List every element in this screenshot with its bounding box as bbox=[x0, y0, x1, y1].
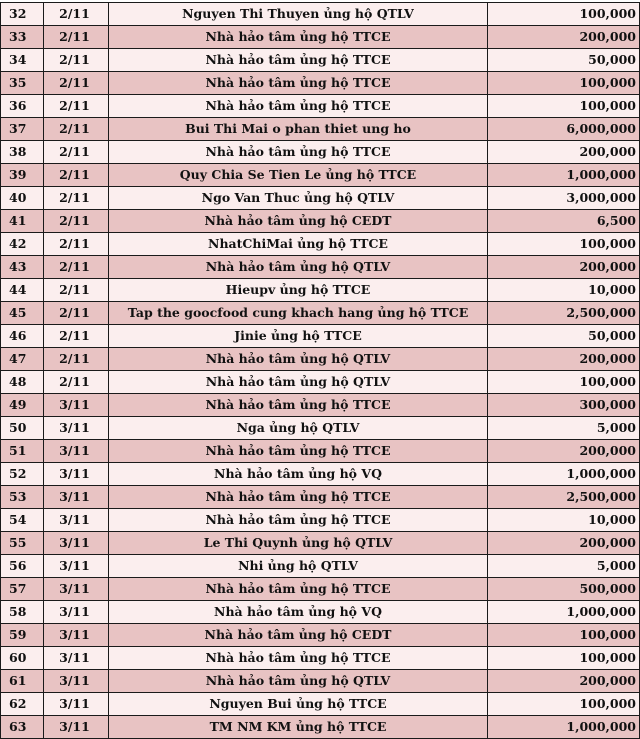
row-number-cell: 47 bbox=[1, 348, 44, 371]
row-number-cell: 59 bbox=[1, 624, 44, 647]
row-date-cell: 3/11 bbox=[44, 532, 109, 555]
row-number-cell: 55 bbox=[1, 532, 44, 555]
row-donor-cell: Quy Chia Se Tien Le ủng hộ TTCE bbox=[109, 164, 488, 187]
row-number-cell: 32 bbox=[1, 3, 44, 26]
row-number-cell: 41 bbox=[1, 210, 44, 233]
row-amount-cell: 100,000 bbox=[488, 3, 640, 26]
table-row bbox=[1, 26, 640, 49]
row-date-cell: 3/11 bbox=[44, 716, 109, 739]
row-donor-cell: Le Thi Quynh ủng hộ QTLV bbox=[109, 532, 488, 555]
row-donor-cell: Nga ủng hộ QTLV bbox=[109, 417, 488, 440]
row-amount-cell: 1,000,000 bbox=[488, 716, 640, 739]
row-date-cell: 2/11 bbox=[44, 348, 109, 371]
row-amount-cell: 6,000,000 bbox=[488, 118, 640, 141]
row-number-cell: 37 bbox=[1, 118, 44, 141]
table-row bbox=[1, 670, 640, 693]
table-row bbox=[1, 256, 640, 279]
row-donor-cell: Nhà hảo tâm ủng hộ QTLV bbox=[109, 348, 488, 371]
row-date-cell: 2/11 bbox=[44, 26, 109, 49]
row-date-cell: 2/11 bbox=[44, 210, 109, 233]
row-amount-cell: 1,000,000 bbox=[488, 463, 640, 486]
row-date-cell: 2/11 bbox=[44, 49, 109, 72]
table-row bbox=[1, 95, 640, 118]
table-row bbox=[1, 693, 640, 716]
row-amount-cell: 50,000 bbox=[488, 49, 640, 72]
row-donor-cell: Nhà hảo tâm ủng hộ TTCE bbox=[109, 141, 488, 164]
row-number-cell: 53 bbox=[1, 486, 44, 509]
row-date-cell: 2/11 bbox=[44, 72, 109, 95]
row-number-cell: 43 bbox=[1, 256, 44, 279]
row-amount-cell: 50,000 bbox=[488, 325, 640, 348]
table-row bbox=[1, 164, 640, 187]
row-amount-cell: 100,000 bbox=[488, 693, 640, 716]
donation-table bbox=[0, 2, 640, 739]
row-date-cell: 3/11 bbox=[44, 417, 109, 440]
row-number-cell: 56 bbox=[1, 555, 44, 578]
row-donor-cell: Nhà hảo tâm ủng hộ TTCE bbox=[109, 95, 488, 118]
row-donor-cell: Nhà hảo tâm ủng hộ TTCE bbox=[109, 394, 488, 417]
row-number-cell: 36 bbox=[1, 95, 44, 118]
row-date-cell: 2/11 bbox=[44, 118, 109, 141]
table-row bbox=[1, 440, 640, 463]
row-number-cell: 35 bbox=[1, 72, 44, 95]
row-amount-cell: 2,500,000 bbox=[488, 302, 640, 325]
row-number-cell: 60 bbox=[1, 647, 44, 670]
row-date-cell: 2/11 bbox=[44, 279, 109, 302]
row-donor-cell: Nguyen Thi Thuyen ủng hộ QTLV bbox=[109, 3, 488, 26]
row-date-cell: 2/11 bbox=[44, 187, 109, 210]
table-row bbox=[1, 187, 640, 210]
row-amount-cell: 100,000 bbox=[488, 371, 640, 394]
table-row bbox=[1, 348, 640, 371]
table-row bbox=[1, 532, 640, 555]
row-date-cell: 3/11 bbox=[44, 463, 109, 486]
row-number-cell: 51 bbox=[1, 440, 44, 463]
row-amount-cell: 200,000 bbox=[488, 670, 640, 693]
row-number-cell: 54 bbox=[1, 509, 44, 532]
row-amount-cell: 10,000 bbox=[488, 509, 640, 532]
table-row bbox=[1, 601, 640, 624]
table-row bbox=[1, 394, 640, 417]
row-donor-cell: Nhà hảo tâm ủng hộ CEDT bbox=[109, 210, 488, 233]
row-amount-cell: 300,000 bbox=[488, 394, 640, 417]
row-number-cell: 50 bbox=[1, 417, 44, 440]
row-amount-cell: 2,500,000 bbox=[488, 486, 640, 509]
row-date-cell: 2/11 bbox=[44, 3, 109, 26]
row-date-cell: 2/11 bbox=[44, 233, 109, 256]
row-number-cell: 38 bbox=[1, 141, 44, 164]
row-amount-cell: 3,000,000 bbox=[488, 187, 640, 210]
row-date-cell: 3/11 bbox=[44, 601, 109, 624]
row-donor-cell: Nhà hảo tâm ủng hộ QTLV bbox=[109, 256, 488, 279]
table-row bbox=[1, 210, 640, 233]
row-number-cell: 44 bbox=[1, 279, 44, 302]
row-date-cell: 2/11 bbox=[44, 302, 109, 325]
row-donor-cell: Nhà hảo tâm ủng hộ CEDT bbox=[109, 624, 488, 647]
row-amount-cell: 10,000 bbox=[488, 279, 640, 302]
row-donor-cell: TM NM KM ủng hộ TTCE bbox=[109, 716, 488, 739]
row-amount-cell: 200,000 bbox=[488, 256, 640, 279]
row-number-cell: 40 bbox=[1, 187, 44, 210]
row-amount-cell: 200,000 bbox=[488, 26, 640, 49]
row-amount-cell: 6,500 bbox=[488, 210, 640, 233]
row-donor-cell: Nhi ủng hộ QTLV bbox=[109, 555, 488, 578]
row-date-cell: 2/11 bbox=[44, 164, 109, 187]
row-number-cell: 52 bbox=[1, 463, 44, 486]
table-row bbox=[1, 555, 640, 578]
table-row bbox=[1, 233, 640, 256]
row-amount-cell: 1,000,000 bbox=[488, 601, 640, 624]
row-donor-cell: Nhà hảo tâm ủng hộ TTCE bbox=[109, 578, 488, 601]
row-date-cell: 3/11 bbox=[44, 670, 109, 693]
row-donor-cell: Nhà hảo tâm ủng hộ TTCE bbox=[109, 486, 488, 509]
row-date-cell: 3/11 bbox=[44, 624, 109, 647]
row-date-cell: 2/11 bbox=[44, 256, 109, 279]
table-row bbox=[1, 118, 640, 141]
table-row bbox=[1, 486, 640, 509]
row-date-cell: 3/11 bbox=[44, 394, 109, 417]
row-donor-cell: Jinie ủng hộ TTCE bbox=[109, 325, 488, 348]
row-number-cell: 58 bbox=[1, 601, 44, 624]
table-row bbox=[1, 325, 640, 348]
row-donor-cell: Nhà hảo tâm ủng hộ QTLV bbox=[109, 371, 488, 394]
row-donor-cell: Nhà hảo tâm ủng hộ TTCE bbox=[109, 26, 488, 49]
table-row bbox=[1, 3, 640, 26]
row-donor-cell: Nhà hảo tâm ủng hộ VQ bbox=[109, 601, 488, 624]
row-donor-cell: Hieupv ủng hộ TTCE bbox=[109, 279, 488, 302]
row-number-cell: 33 bbox=[1, 26, 44, 49]
row-date-cell: 2/11 bbox=[44, 325, 109, 348]
table-row bbox=[1, 647, 640, 670]
row-number-cell: 61 bbox=[1, 670, 44, 693]
row-donor-cell: Nhà hảo tâm ủng hộ TTCE bbox=[109, 647, 488, 670]
table-row bbox=[1, 417, 640, 440]
row-amount-cell: 100,000 bbox=[488, 624, 640, 647]
row-date-cell: 3/11 bbox=[44, 647, 109, 670]
table-row bbox=[1, 624, 640, 647]
row-amount-cell: 200,000 bbox=[488, 348, 640, 371]
table-row bbox=[1, 279, 640, 302]
row-date-cell: 3/11 bbox=[44, 555, 109, 578]
row-donor-cell: Nhà hảo tâm ủng hộ QTLV bbox=[109, 670, 488, 693]
row-number-cell: 46 bbox=[1, 325, 44, 348]
row-donor-cell: Tap the goocfood cung khach hang ủng hộ TTCE bbox=[109, 302, 488, 325]
row-date-cell: 3/11 bbox=[44, 509, 109, 532]
row-amount-cell: 200,000 bbox=[488, 440, 640, 463]
row-amount-cell: 100,000 bbox=[488, 233, 640, 256]
row-amount-cell: 1,000,000 bbox=[488, 164, 640, 187]
row-donor-cell: Bui Thi Mai o phan thiet ung ho bbox=[109, 118, 488, 141]
row-amount-cell: 500,000 bbox=[488, 578, 640, 601]
row-number-cell: 57 bbox=[1, 578, 44, 601]
row-amount-cell: 200,000 bbox=[488, 532, 640, 555]
row-date-cell: 2/11 bbox=[44, 141, 109, 164]
row-date-cell: 3/11 bbox=[44, 486, 109, 509]
row-amount-cell: 100,000 bbox=[488, 72, 640, 95]
table-row bbox=[1, 302, 640, 325]
table-row bbox=[1, 49, 640, 72]
row-donor-cell: Nguyen Bui ủng hộ TTCE bbox=[109, 693, 488, 716]
row-date-cell: 2/11 bbox=[44, 95, 109, 118]
row-number-cell: 62 bbox=[1, 693, 44, 716]
row-donor-cell: Nhà hảo tâm ủng hộ TTCE bbox=[109, 509, 488, 532]
row-number-cell: 48 bbox=[1, 371, 44, 394]
table-row bbox=[1, 371, 640, 394]
row-number-cell: 34 bbox=[1, 49, 44, 72]
row-amount-cell: 100,000 bbox=[488, 95, 640, 118]
row-date-cell: 2/11 bbox=[44, 371, 109, 394]
row-donor-cell: Nhà hảo tâm ủng hộ TTCE bbox=[109, 49, 488, 72]
row-amount-cell: 5,000 bbox=[488, 555, 640, 578]
row-number-cell: 45 bbox=[1, 302, 44, 325]
table-row bbox=[1, 578, 640, 601]
row-donor-cell: Nhà hảo tâm ủng hộ VQ bbox=[109, 463, 488, 486]
row-number-cell: 63 bbox=[1, 716, 44, 739]
row-donor-cell: Nhà hảo tâm ủng hộ TTCE bbox=[109, 72, 488, 95]
row-amount-cell: 100,000 bbox=[488, 647, 640, 670]
donation-table-body bbox=[1, 3, 640, 739]
table-row bbox=[1, 141, 640, 164]
table-row bbox=[1, 716, 640, 739]
table-row bbox=[1, 463, 640, 486]
row-number-cell: 42 bbox=[1, 233, 44, 256]
row-donor-cell: Nhà hảo tâm ủng hộ TTCE bbox=[109, 440, 488, 463]
row-date-cell: 3/11 bbox=[44, 578, 109, 601]
table-row bbox=[1, 72, 640, 95]
row-number-cell: 39 bbox=[1, 164, 44, 187]
row-date-cell: 3/11 bbox=[44, 693, 109, 716]
row-number-cell: 49 bbox=[1, 394, 44, 417]
row-date-cell: 3/11 bbox=[44, 440, 109, 463]
row-amount-cell: 200,000 bbox=[488, 141, 640, 164]
row-donor-cell: Ngo Van Thuc ủng hộ QTLV bbox=[109, 187, 488, 210]
row-amount-cell: 5,000 bbox=[488, 417, 640, 440]
table-row bbox=[1, 509, 640, 532]
row-donor-cell: NhatChiMai ủng hộ TTCE bbox=[109, 233, 488, 256]
